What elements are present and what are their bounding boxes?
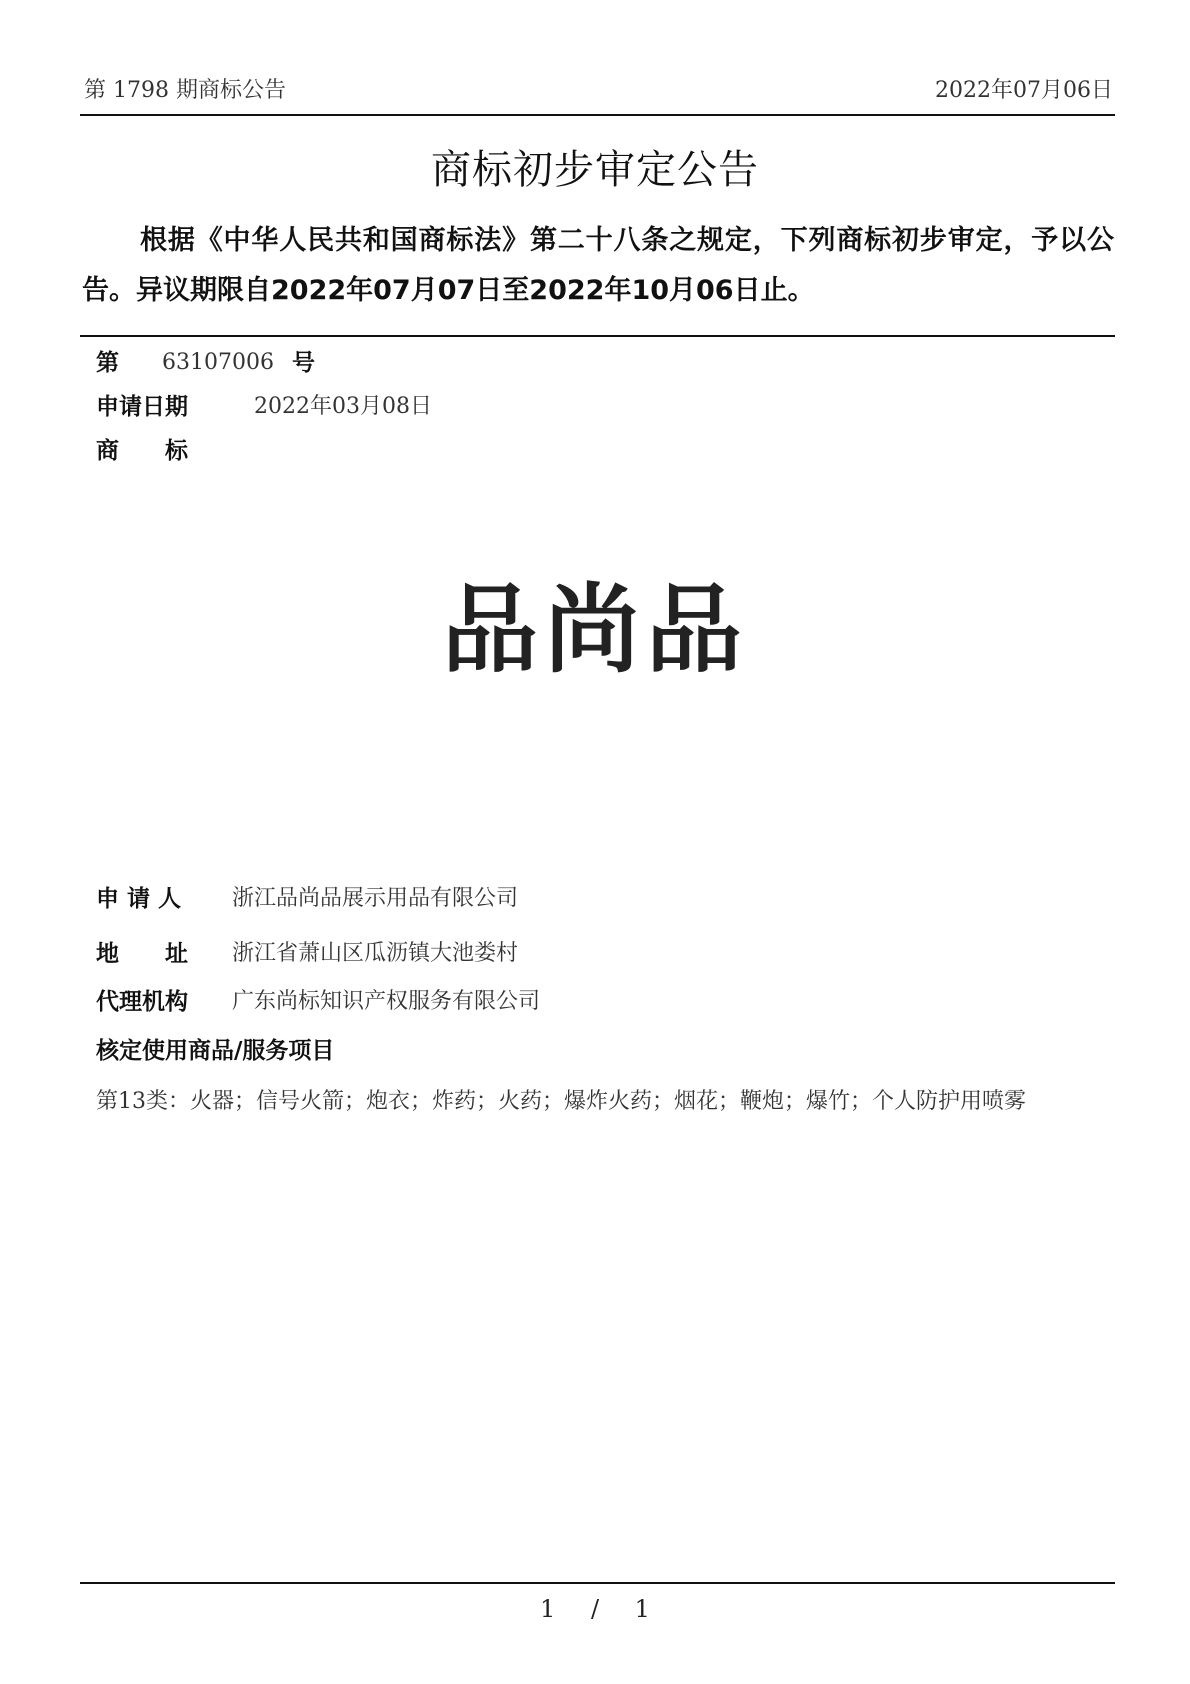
trademark-image (0, 575, 1190, 685)
page-title: 商标初步审定公告 (431, 147, 759, 193)
agent-label: 代理机构 (96, 989, 188, 1015)
address-label: 地 址 (96, 941, 188, 967)
page-number: 1 / 1 (540, 1595, 650, 1623)
header-issue: 第 1798 期商标公告 (84, 78, 286, 103)
trademark-text: 品尚品 (442, 574, 748, 686)
footer-rule (80, 1582, 1115, 1584)
applicant-name: 浙江品尚品展示用品有限公司 (232, 886, 519, 911)
registration-number: 63107006 (162, 350, 274, 375)
section-rule (80, 335, 1115, 337)
goods-label: 核定使用商品/服务项目 (96, 1038, 335, 1064)
applicant-label: 申 请 人 (96, 886, 182, 912)
intro-paragraph: 根据《中华人民共和国商标法》第二十八条之规定，下列商标初步审定，予以公告。异议期限自2022年07月07日至2022年10月06日止。 (82, 225, 1114, 306)
application-date-label: 申请日期 (96, 394, 188, 420)
goods-list: 第13类：火器；信号火箭；炮衣；炸药；火药；爆炸火药；烟花；鞭炮；爆竹；个人防护用喷雾 (96, 1089, 1026, 1114)
number-label-pre: 第 (96, 350, 119, 376)
number-label-post: 号 (292, 350, 315, 376)
address-value: 浙江省萧山区瓜沥镇大池娄村 (232, 941, 519, 966)
mark-label: 商 标 (96, 438, 188, 464)
agent-value: 广东尚标知识产权服务有限公司 (232, 989, 541, 1014)
header-rule (80, 114, 1115, 116)
application-date: 2022年03月08日 (254, 394, 432, 419)
header-date: 2022年07月06日 (935, 78, 1113, 103)
